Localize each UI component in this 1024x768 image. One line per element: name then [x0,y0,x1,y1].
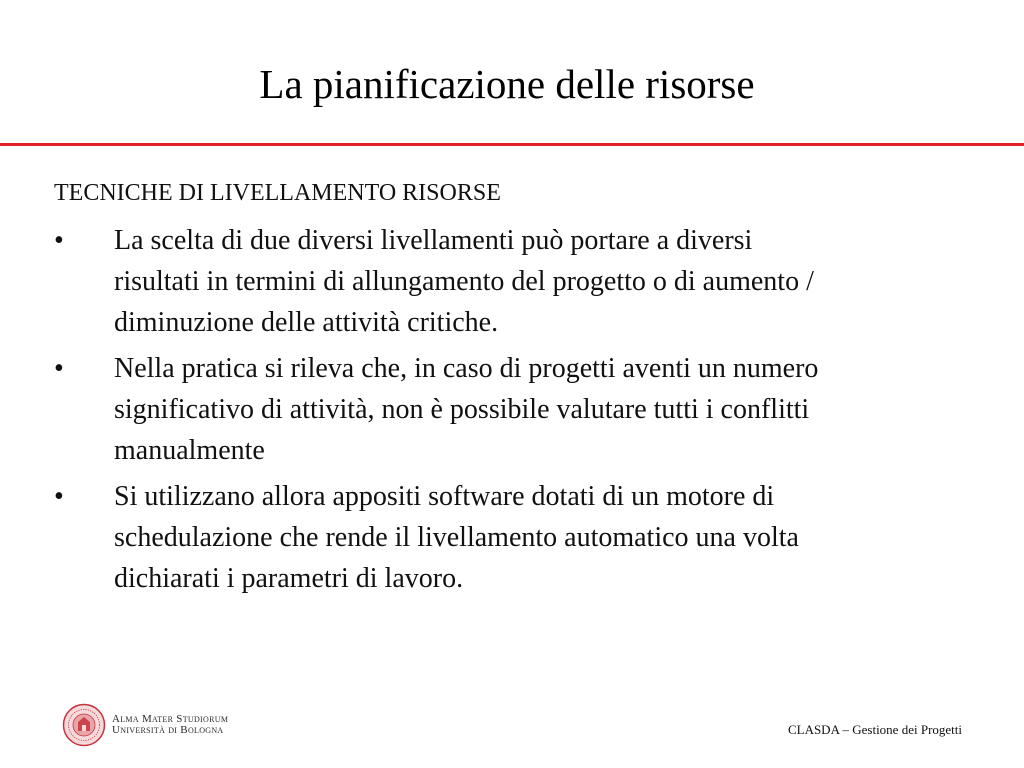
university-logo [62,703,228,747]
university-seal-icon [62,703,106,747]
bullet-line: Si utilizzano allora appositi software dotati di un motore di [114,481,775,512]
section-heading: TECNICHE DI LIVELLAMENTO RISORSE [54,180,501,206]
logo-line-1: Alma Mater Studiorum [112,713,229,725]
title-divider [0,143,1024,146]
bullet-list [54,220,984,604]
bullet-icon: • [54,225,64,256]
bullet-line: risultati in termini di allungamento del progetto o di aumento / [114,266,814,297]
bullet-icon: • [54,353,64,384]
bullet-line: manualmente [114,435,265,466]
bullet-line: diminuzione delle attività critiche. [114,307,499,338]
bullet-item [54,476,984,599]
slide-title: La pianificazione delle risorse [259,61,755,107]
bullet-line: significativo di attività, non è possibile valutare tutti i conflitti [114,394,810,425]
bullet-icon: • [54,481,64,512]
university-logo-text [112,714,228,736]
footer-caption: CLASDA – Gestione dei Progetti [787,722,962,737]
bullet-line: schedulazione che rende il livellamento automatico una volta [114,522,799,553]
logo-line-2: Università di Bologna [112,724,224,736]
bullet-line: dichiarati i parametri di lavoro. [114,563,464,594]
bullet-line: La scelta di due diversi livellamenti può portare a diversi [114,225,753,256]
bullet-item [54,220,984,343]
bullet-line: Nella pratica si rileva che, in caso di progetti aventi un numero [114,353,819,384]
bullet-item [54,348,984,471]
